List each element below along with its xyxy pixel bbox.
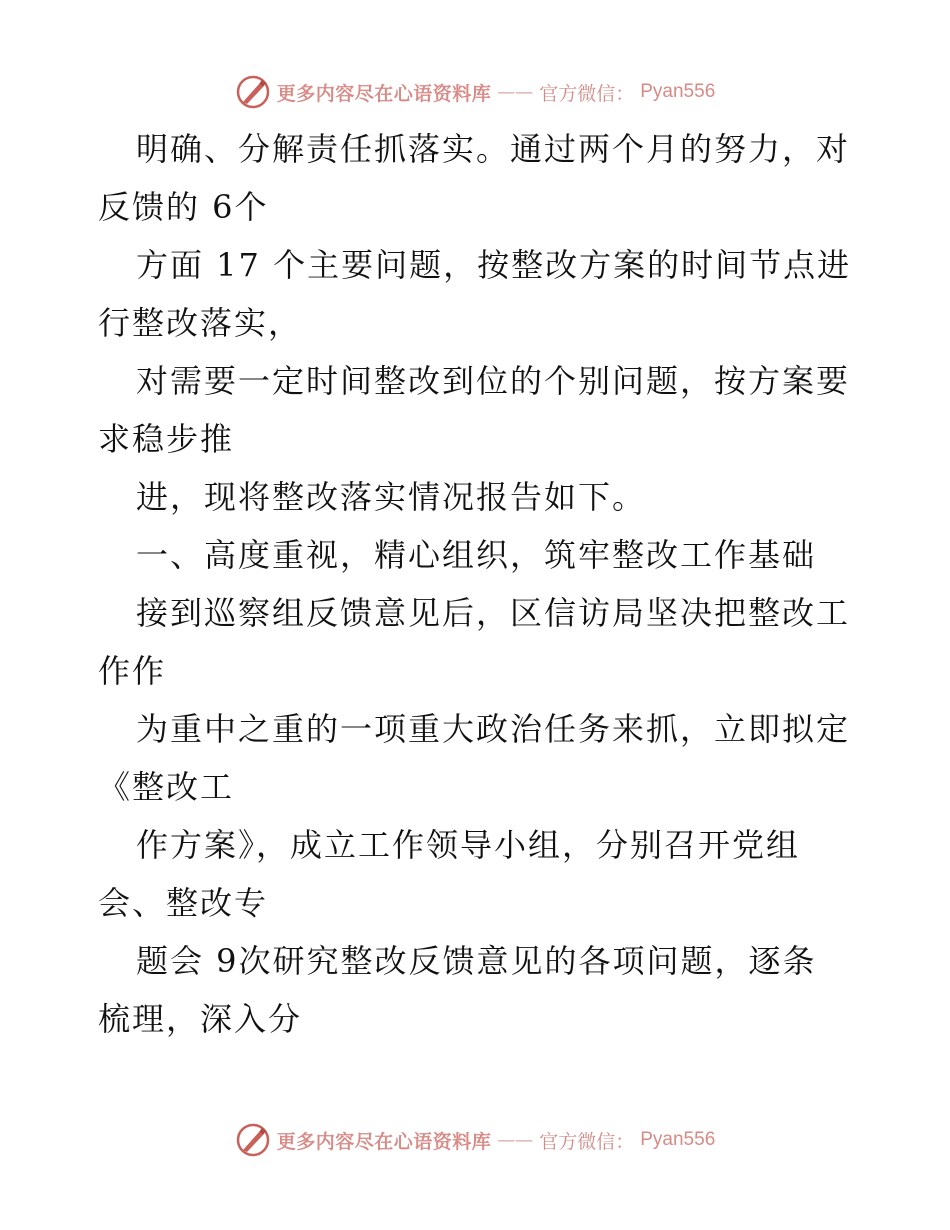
- watermark-dash: ——: [497, 81, 534, 103]
- watermark-brand-text: 更多内容尽在心语资料库: [276, 1130, 492, 1153]
- pen-logo-icon: [235, 1122, 271, 1158]
- body-line: 进，现将整改落实情况报告如下。: [136, 478, 647, 516]
- body-line: 会、整改专: [98, 884, 269, 922]
- watermark-dash: ——: [497, 1129, 534, 1151]
- body-line: 作作: [98, 652, 167, 690]
- body-line: 接到巡察组反馈意见后，区信访局坚决把整改工: [136, 594, 851, 632]
- watermark-brand-text: 更多内容尽在心语资料库: [276, 82, 492, 105]
- body-line: 反馈的 6个: [98, 188, 269, 226]
- body-line: 行整改落实，: [98, 304, 303, 342]
- document-body: [98, 120, 858, 1048]
- body-line: 方面 17 个主要问题，按整改方案的时间节点进: [136, 246, 852, 284]
- watermark-official-label: 官方微信：: [539, 82, 635, 105]
- watermark-wechat-id: Pyan556: [640, 1129, 716, 1150]
- body-line: 梳理，深入分: [98, 1000, 303, 1038]
- body-line: 求稳步推: [98, 420, 235, 458]
- body-line: 题会 9次研究整改反馈意见的各项问题，逐条: [136, 942, 817, 980]
- body-line: 作方案》，成立工作领导小组，分别召开党组: [136, 826, 801, 864]
- watermark-header: [0, 72, 950, 112]
- body-line: 《整改工: [98, 768, 235, 806]
- body-line: 为重中之重的一项重大政治任务来抓，立即拟定: [136, 710, 851, 748]
- pen-logo-icon: [235, 74, 271, 110]
- section-heading: 一、高度重视，精心组织，筑牢整改工作基础: [136, 536, 817, 574]
- watermark-wechat-id: Pyan556: [640, 81, 716, 102]
- body-line: 对需要一定时间整改到位的个别问题，按方案要: [136, 362, 851, 400]
- body-line: 明确、分解责任抓落实。通过两个月的努力，对: [136, 130, 851, 168]
- watermark-official-label: 官方微信：: [539, 1130, 635, 1153]
- watermark-footer: [0, 1120, 950, 1160]
